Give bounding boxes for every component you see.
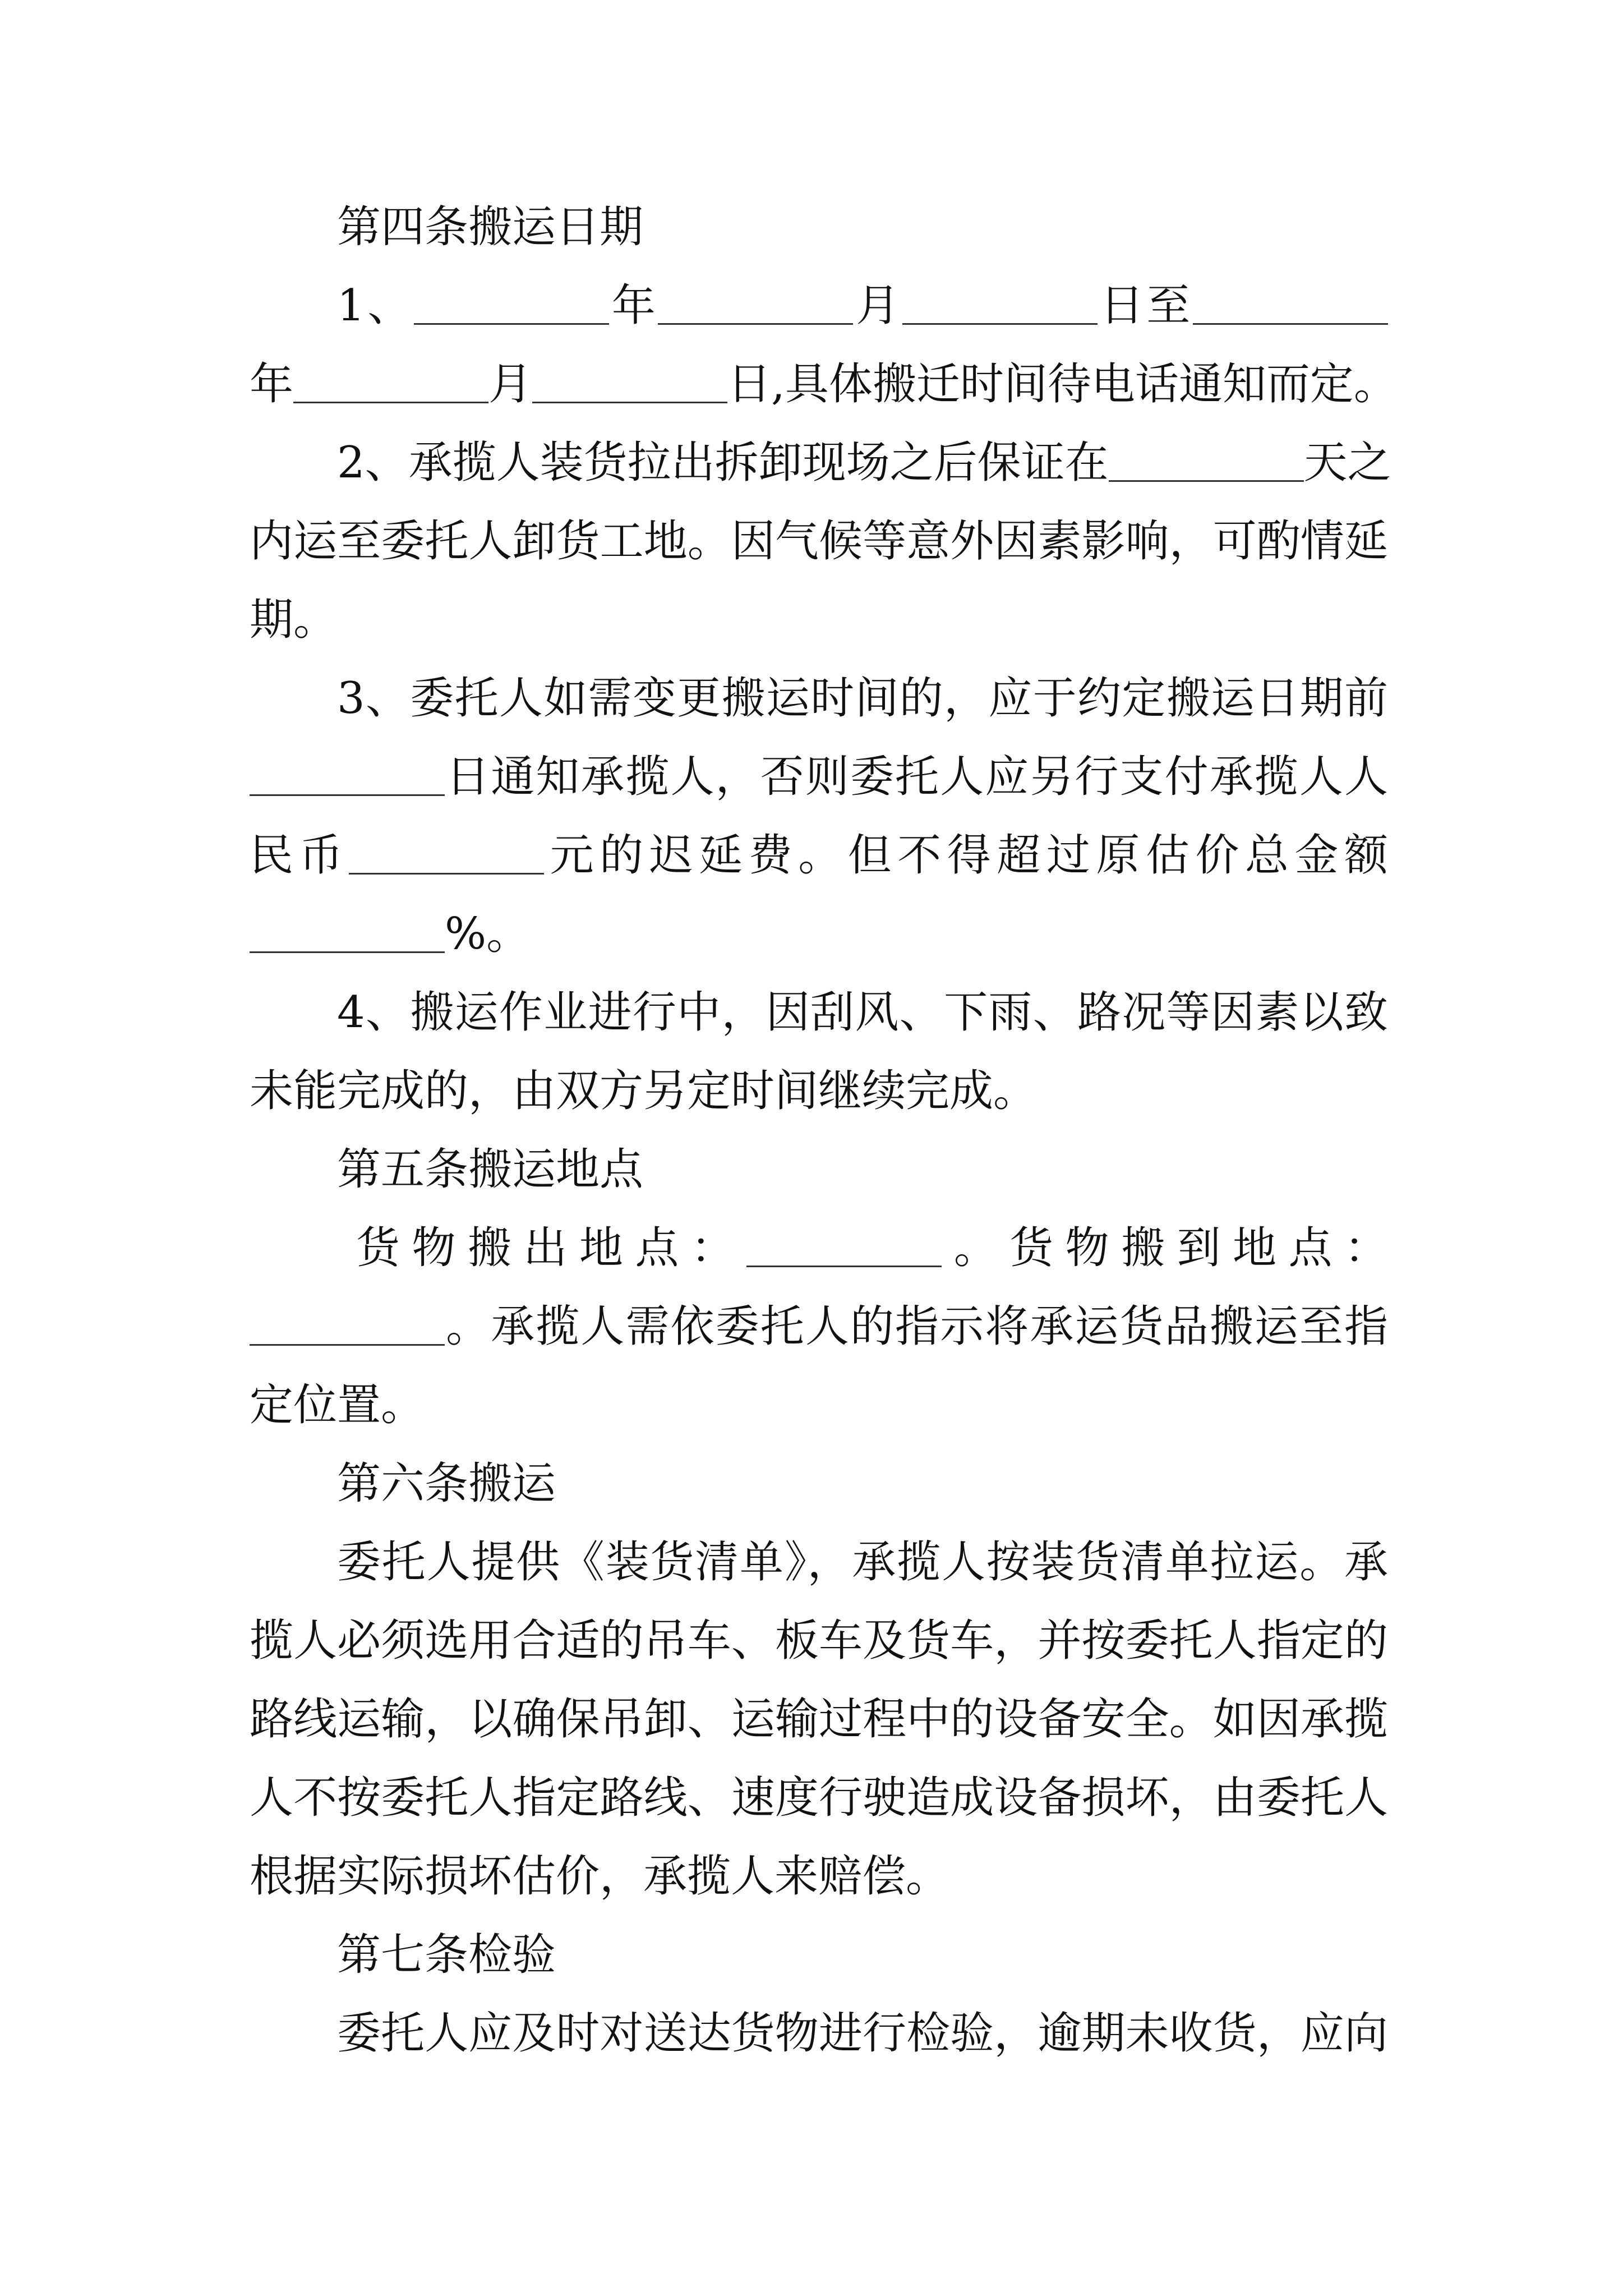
article-4-item-4-line-2 (250, 1063, 1388, 1119)
paragraph-text: 揽人必须选用合适的吊车、板车及货车，并按委托人指定的 (250, 1616, 1388, 1666)
paragraph-text: 委托人提供《装货清单》，承揽人按装货清单拉运。承 (337, 1537, 1388, 1588)
text-year: 年 (250, 359, 294, 409)
paragraph-text: 元的迟延费。但不得超过原估价总金额 (544, 830, 1388, 881)
paragraph-text: 。承揽人需依委托人的指示将承运货品搬运至指 (445, 1301, 1388, 1352)
article-6-heading (250, 1456, 1388, 1512)
blank-line (414, 279, 609, 325)
blank-line (250, 908, 445, 953)
paragraph-text: 期。 (250, 595, 338, 645)
paragraph-text: 未能完成的，由双方另定时间继续完成。 (250, 1066, 1038, 1116)
paragraph-text: 定位置。 (250, 1380, 425, 1430)
article-4-item-3-line-3 (250, 827, 1388, 884)
article-6-line-3 (250, 1691, 1388, 1747)
paragraph-text: 委托人应及时对送达货物进行检验，逾期未收货，应向 (337, 2008, 1388, 2059)
paragraph-text: 日通知承揽人，否则委托人应另行支付承揽人人 (445, 752, 1388, 802)
article-7-heading (250, 1927, 1388, 1983)
blank-line (1109, 436, 1304, 482)
article-5-line-2 (250, 1299, 1388, 1355)
article-6-line-2 (250, 1613, 1388, 1669)
article-4-item-2-line-2 (250, 513, 1388, 569)
blank-line (532, 358, 727, 403)
paragraph-text: 根据实际损坏估价，承揽人来赔偿。 (250, 1851, 950, 1902)
item-number: 1、 (337, 280, 414, 331)
blank-line (746, 1222, 942, 1267)
heading-text: 第六条搬运 (337, 1458, 556, 1509)
paragraph-text: 4、搬运作业进行中，因刮风、下雨、路况等因素以致 (337, 987, 1388, 1038)
text-month: 月 (488, 359, 533, 409)
article-5-heading (250, 1142, 1388, 1198)
paragraph-text: 人不按委托人指定路线、速度行驶造成设备损坏，由委托人 (250, 1773, 1388, 1823)
paragraph-text: 2、承揽人装货拉出拆卸现场之后保证在 (337, 438, 1109, 488)
article-7-line-1 (250, 2005, 1388, 2062)
paragraph-text: %。 (445, 909, 531, 959)
article-6-line-1 (250, 1534, 1388, 1590)
article-6-line-5 (250, 1848, 1388, 1904)
text-year: 年 (609, 280, 658, 331)
article-4-item-3-line-1 (250, 670, 1388, 726)
paragraph-text: 内运至委托人卸货工地。因气候等意外因素影响，可酌情延 (250, 516, 1388, 567)
article-4-item-1-line-2 (250, 356, 1398, 412)
article-4-item-3-line-2 (250, 749, 1388, 805)
text-month: 月 (853, 280, 902, 331)
article-6-line-4 (250, 1770, 1388, 1826)
blank-line (1193, 279, 1388, 325)
article-4-item-3-line-4 (250, 906, 1388, 962)
blank-line (293, 358, 488, 403)
paragraph-text: 。货物搬到地点： (942, 1223, 1388, 1273)
heading-text: 第四条搬运日期 (337, 202, 644, 252)
paragraph-text: 路线运输，以确保吊卸、运输过程中的设备安全。如因承揽 (250, 1694, 1388, 1745)
article-5-line-3 (250, 1377, 1388, 1433)
article-4-item-1-line-1 (250, 278, 1388, 334)
heading-text: 第七条检验 (337, 1930, 556, 1980)
blank-line (658, 279, 853, 325)
article-5-line-1 (250, 1220, 1388, 1276)
text-day-rest: 日,具体搬迁时间待电话通知而定。 (727, 359, 1398, 409)
paragraph-text: 天之 (1303, 438, 1391, 488)
heading-text: 第五条搬运地点 (337, 1144, 644, 1195)
blank-line (250, 751, 445, 796)
article-4-heading (250, 199, 1388, 255)
text-day-to: 日至 (1097, 280, 1193, 331)
article-4-item-2-line-1 (250, 435, 1391, 491)
article-4-item-2-line-3 (250, 592, 1388, 648)
blank-line (250, 1300, 445, 1346)
blank-line (902, 279, 1098, 325)
article-4-item-4-line-1 (250, 984, 1388, 1041)
paragraph-text: 民币 (250, 830, 349, 881)
paragraph-text: 3、委托人如需变更搬运时间的，应于约定搬运日期前 (337, 673, 1388, 724)
blank-line (349, 829, 544, 875)
paragraph-text: 货物搬出地点： (356, 1223, 747, 1273)
